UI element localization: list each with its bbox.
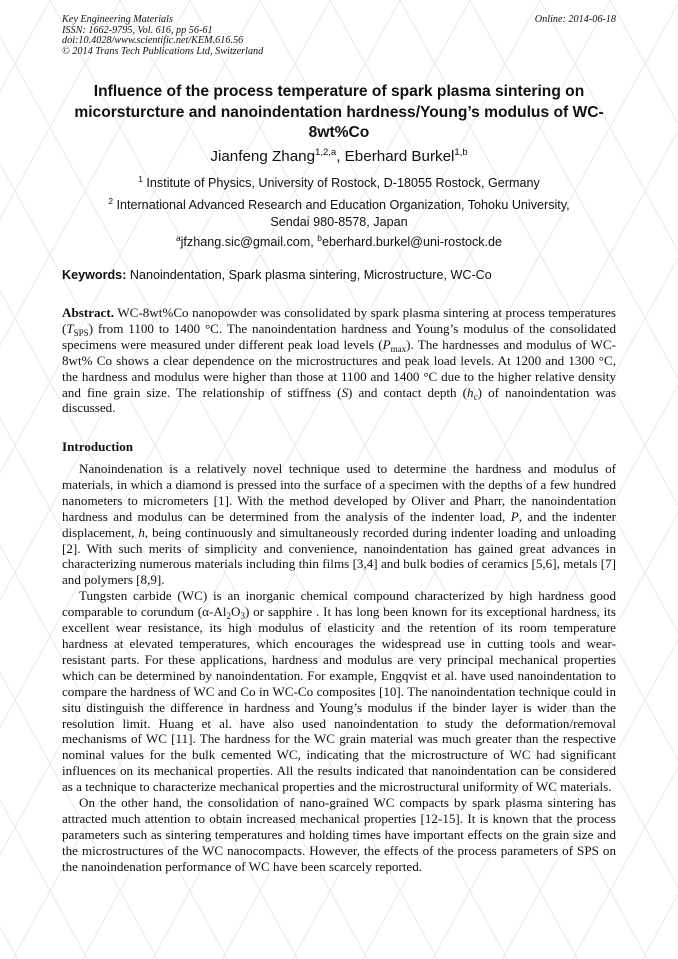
subscript-3: 3 [240, 611, 245, 622]
author-superscript: 1,b [454, 147, 468, 158]
paragraph-text: ) or sapphire . It has long been known for its exceptional hardness, its excellent wear resistance, its high modulus of elasticity and the retention of its room temperature hardness at elevated temperatures, which encourages the widespread use in cutting tools and wear-resistant parts. For these applications, hardness and modulus are very principal mechanical properties which can be determined by nanoindentation. For example, Engqvist et al. have used nanoindentation to compare the hardness of WC and Co in WC-Co composites [10]. The nanoindentation technique could in situ distinguish the difference in hardness and Young’s modulus if the binder layer is wider than the resolution limit. Huang et al. have also used nanoindentation to study the deformation/removal mechanisms of WC [11]. The hardness for the WC grain material was much greater than the respective nominal values for the bulk cemented WC, indicating that the microstructure of WC had significant influences on its mechanical properties. All the results indicated that nanoindentation can be considered as a technique to characterize mechanical properties and the microstructural uniformity of WC materials. [62, 604, 617, 795]
introduction-section [62, 461, 616, 875]
author-name: Jianfeng Zhang [210, 148, 316, 165]
email-address: jfzhang.sic@gmail.com [180, 235, 311, 249]
affiliation-text-line2: Sendai 980-8578, Japan [270, 214, 408, 229]
email-marker: a [175, 233, 181, 243]
introduction-heading: Introduction [62, 439, 134, 454]
symbol-h: h [467, 384, 474, 400]
symbol-p: P [510, 508, 519, 524]
subscript-sps: SPS [73, 327, 89, 338]
symbol-p: P [382, 336, 391, 352]
email-marker: b [317, 233, 322, 243]
subscript-max: max [390, 343, 407, 354]
author-superscript: 1,2,a [315, 147, 337, 158]
symbol-t: T [66, 320, 74, 336]
author-name: Eberhard Burkel [344, 148, 455, 165]
affiliation-1 [62, 175, 616, 192]
symbol-s: S [341, 384, 348, 400]
abstract-text: ) and contact depth ( [348, 384, 468, 400]
subscript-c: c [473, 391, 478, 402]
affiliation-2 [62, 197, 616, 230]
author-separator: , [336, 148, 345, 165]
intro-paragraph-3: On the other hand, the consolidation of nano-grained WC compacts by spark plasma sintering has attracted much attention to obtain increased mechanical properties [12-15]. It is known that the process parameters such as sintering temperatures and holding times have important effects on the grain size and the microstructures of the WC nanocompacts. However, the effects of the process parameters of SPS on the nanoindenation performance of WC have been scarcely reported. [62, 795, 616, 874]
copyright-line: © 2014 Trans Tech Publications Ltd, Switzerland [62, 45, 264, 57]
abstract-label: Abstract. [62, 305, 114, 320]
abstract-text: ) of nanoindentation was discussed. [62, 384, 616, 416]
author-line [62, 147, 616, 167]
affiliation-text: Institute of Physics, University of Rostock, D-18055 Rostock, Germany [146, 176, 540, 190]
paragraph-text: O [230, 604, 241, 620]
subscript-2: 2 [226, 611, 231, 622]
intro-paragraph-2 [62, 588, 616, 795]
affiliation-number: 1 [138, 174, 143, 184]
keywords-label: Keywords: [62, 268, 127, 282]
symbol-h: h [138, 524, 145, 540]
email-line [62, 234, 616, 251]
issn-line: ISSN: 1662-9795, Vol. 616, pp 56-61 [62, 24, 213, 36]
abstract-section [62, 305, 616, 416]
journal-name: Key Engineering Materials [62, 14, 173, 25]
intro-paragraph-1 [62, 461, 616, 588]
email-separator: , [310, 235, 318, 249]
abstract-paragraph [62, 305, 616, 416]
paragraph-text: , and the indenter displacement, [62, 508, 616, 540]
abstract-text: ). The hardnesses and modulus of WC-8wt% Co shows a clear dependence on the microstructures and peak load levels. At 1200 and 1300 °C, the hardness and modulus were higher than those at 1100 and 1400 °C due to the higher relative density and fine grain size. The relationship of stiffness ( [62, 336, 616, 400]
paragraph-text: Nanoindenation is a relatively novel technique used to determine the hardness and modulus of materials, in which a diamond is pressed into the surface of a specimen with the depths of a few hundred nanometers to micrometers [1]. With the method developed by Oliver and Pharr, the nanoindentation hardness and modulus can be determined from the analysis of the indenter load, [62, 461, 616, 524]
affiliation-text: International Advanced Research and Education Organization, Tohoku University, [116, 198, 570, 212]
publication-info [62, 15, 422, 57]
paragraph-text: Tungsten carbide (WC) is an inorganic chemical compound characterized by high hardness good comparable to corundum (α-Al [62, 588, 616, 620]
affiliation-number: 2 [108, 196, 113, 206]
email-address: eberhard.burkel@uni-rostock.de [321, 235, 503, 249]
online-date: Online: 2014-06-18 [534, 14, 616, 25]
doi-line: doi:10.4028/www.scientific.net/KEM.616.56 [62, 35, 244, 47]
abstract-text: WC-8wt%Co nanopowder was consolidated by spark plasma sintering at process temperatures ( [62, 305, 616, 336]
paper-title: Influence of the process temperature of spark plasma sintering on micorsturcture and nanoindentation hardness/Young’s modulus of WC-8wt%Co [74, 83, 604, 141]
keywords-section [62, 267, 616, 283]
abstract-text: ) from 1100 to 1400 °C. The nanoindentation hardness and Young’s modulus of the consolidated specimens were measured under different peak load levels ( [62, 320, 616, 352]
paragraph-text: , being continuously and simultaneously recorded during indenter loading and unloading [2]. With such merits of simplicity and convenience, nanoindentation has gained great advances in characterizing numerous materials including thin films [3,4] and bulk bodies of ceramics [5,6], metals [7] and polymers [8,9]. [62, 524, 616, 588]
keywords-text: Nanoindentation, Spark plasma sintering, Microstructure, WC-Co [129, 268, 492, 282]
